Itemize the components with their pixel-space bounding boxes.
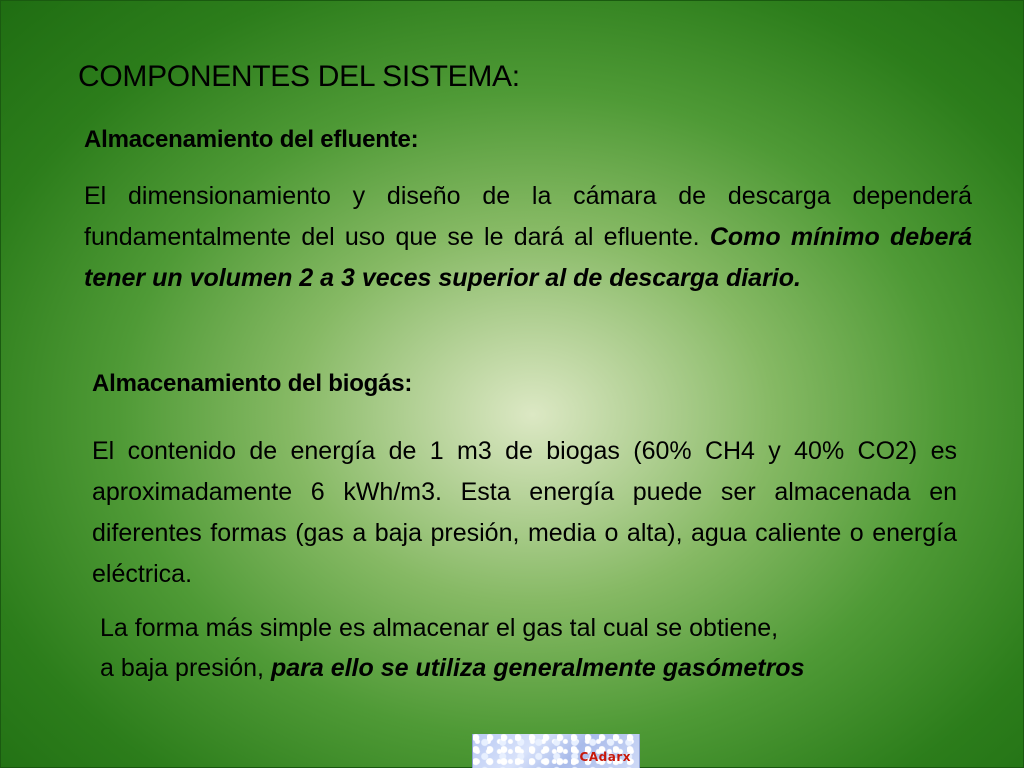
storage-line-2-text: a baja presión, — [100, 654, 271, 682]
logo-text: CAdarx — [579, 750, 631, 764]
storage-line-2-emphasis: para ello se utiliza generalmente gasómetros — [270, 654, 805, 682]
efluente-emphasis: Como mínimo deberá tener un volumen 2 a 3 veces superior al de descarga diario. — [84, 223, 972, 292]
section-heading-efluente: Almacenamiento del efluente: — [84, 126, 419, 153]
section-text-storage — [100, 608, 980, 688]
section-text-efluente — [84, 176, 972, 299]
efluente-body: El dimensionamiento y diseño de la cámara de descarga dependerá fundamentalmente del uso que se le dará al efluente. — [84, 182, 972, 251]
storage-line-2 — [100, 648, 980, 688]
storage-line-1: La forma más simple es almacenar el gas tal cual se obtiene, — [100, 614, 779, 642]
section-text-biogas: El contenido de energía de 1 m3 de biogas (60% CH4 y 40% CO2) es aproximadamente 6 kWh/m3. Esta energía puede ser almacenada en diferentes formas (gas a baja presión, media o alta), agua caliente o energía eléctrica. — [92, 437, 957, 588]
section-heading-biogas: Almacenamiento del biogás: — [92, 370, 413, 397]
cadarx-logo — [472, 734, 640, 768]
slide-title: COMPONENTES DEL SISTEMA: — [78, 60, 520, 93]
